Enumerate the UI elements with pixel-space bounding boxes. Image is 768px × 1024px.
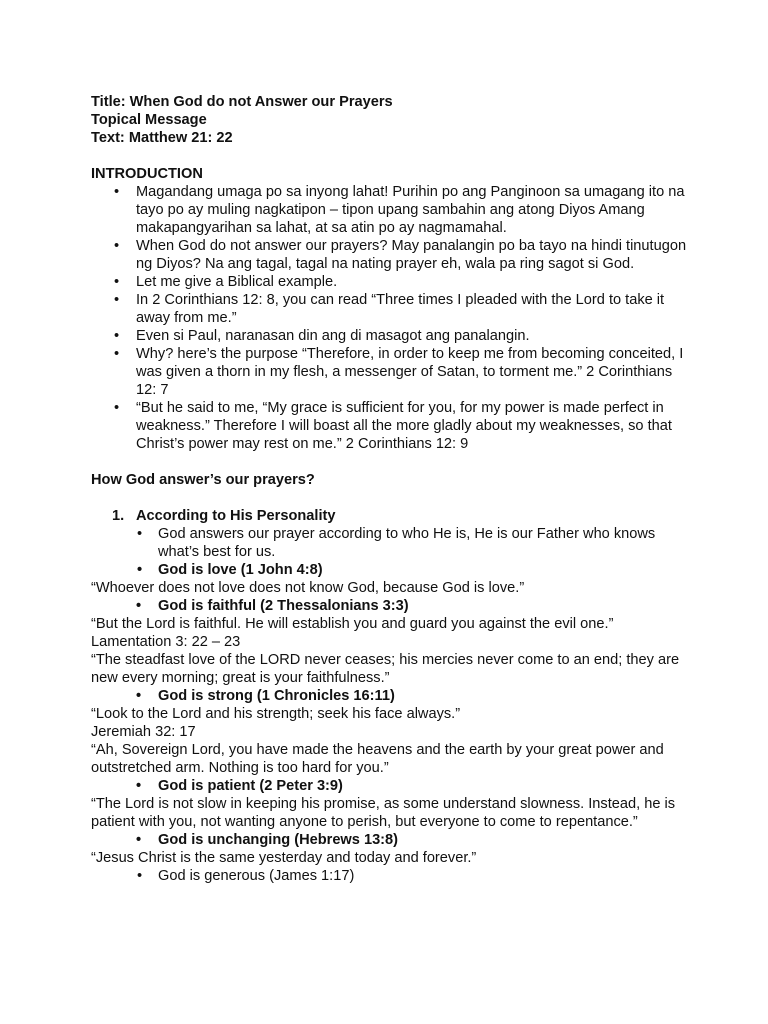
attribute-love: • God is love (1 John 4:8) <box>91 561 688 579</box>
spacer <box>91 453 688 471</box>
list-item: • Why? here’s the purpose “Therefore, in order to keep me from becoming conceited, I was given a thorn in my flesh, a messenger of Satan, to torment me.” 2 Corinthians 12: 7 <box>91 345 688 399</box>
scripture-text: Text: Matthew 21: 22 <box>91 130 233 146</box>
message-type: Topical Message <box>91 112 207 128</box>
list-item: • “But he said to me, “My grace is sufficient for you, for my power is made perfect in weakness.” Therefore I will boast all the more gladly about my weaknesses, so that Christ’s power may rest on me.” 2 Corinthians 12: 9 <box>91 399 688 453</box>
attribute-generous: • God is generous (James 1:17) <box>91 867 688 885</box>
spacer <box>91 489 688 507</box>
reference-lamentation: Lamentation 3: 22 – 23 <box>91 634 241 650</box>
attribute-faithful: • God is faithful (2 Thessalonians 3:3) <box>91 597 688 615</box>
quote-strong: “Look to the Lord and his strength; seek his face always.” <box>91 706 461 722</box>
list-item: • Let me give a Biblical example. <box>91 273 688 291</box>
point-1 <box>91 507 688 525</box>
introduction-list <box>91 183 688 453</box>
list-item: • Magandang umaga po sa inyong lahat! Purihin po ang Panginoon sa umagang ito na tayo po ay muling nagkatipon – tipon upang sambahin ang atong Diyos Amang makapangyarihan sa lahat, at sa atin po ay nagmamahal. <box>91 183 688 237</box>
quote-faithful: “But the Lord is faithful. He will establish you and guard you against the evil one.” <box>91 616 614 632</box>
sermon-title: Title: When God do not Answer our Prayers <box>91 94 393 110</box>
point-lead: • God answers our prayer according to who He is, He is our Father who knows what’s best for us. <box>91 525 688 561</box>
attribute-strong: • God is strong (1 Chronicles 16:11) <box>91 687 688 705</box>
list-item: • In 2 Corinthians 12: 8, you can read “Three times I pleaded with the Lord to take it away from me.” <box>91 291 688 327</box>
attribute-patient: • God is patient (2 Peter 3:9) <box>91 777 688 795</box>
quote-patient: “The Lord is not slow in keeping his promise, as some understand slowness. Instead, he is patient with you, not wanting anyone to perish, but everyone to come to repentance.” <box>91 796 676 830</box>
quote-jeremiah: “Ah, Sovereign Lord, you have made the heavens and the earth by your great power and outstretched arm. Nothing is too hard for you.” <box>91 742 664 776</box>
introduction-heading: INTRODUCTION <box>91 166 203 182</box>
section-heading: How God answer’s our prayers? <box>91 472 315 488</box>
spacer <box>91 147 688 165</box>
list-item: • Even si Paul, naranasan din ang di masagot ang panalangin. <box>91 327 688 345</box>
attribute-unchanging: • God is unchanging (Hebrews 13:8) <box>91 831 688 849</box>
quote-lamentation: “The steadfast love of the LORD never ceases; his mercies never come to an end; they are new every morning; great is your faithfulness.” <box>91 652 680 686</box>
point-title: According to His Personality <box>136 508 336 524</box>
reference-jeremiah: Jeremiah 32: 17 <box>91 724 196 740</box>
quote-unchanging: “Jesus Christ is the same yesterday and today and forever.” <box>91 850 477 866</box>
point-number: 1. <box>112 508 125 524</box>
quote-love: “Whoever does not love does not know God, because God is love.” <box>91 580 525 596</box>
list-item: • When God do not answer our prayers? May panalangin po ba tayo na hindi tinutugon ng Diyos? Na ang tagal, tagal na nating prayer eh, wala pa ring sagot si God. <box>91 237 688 273</box>
